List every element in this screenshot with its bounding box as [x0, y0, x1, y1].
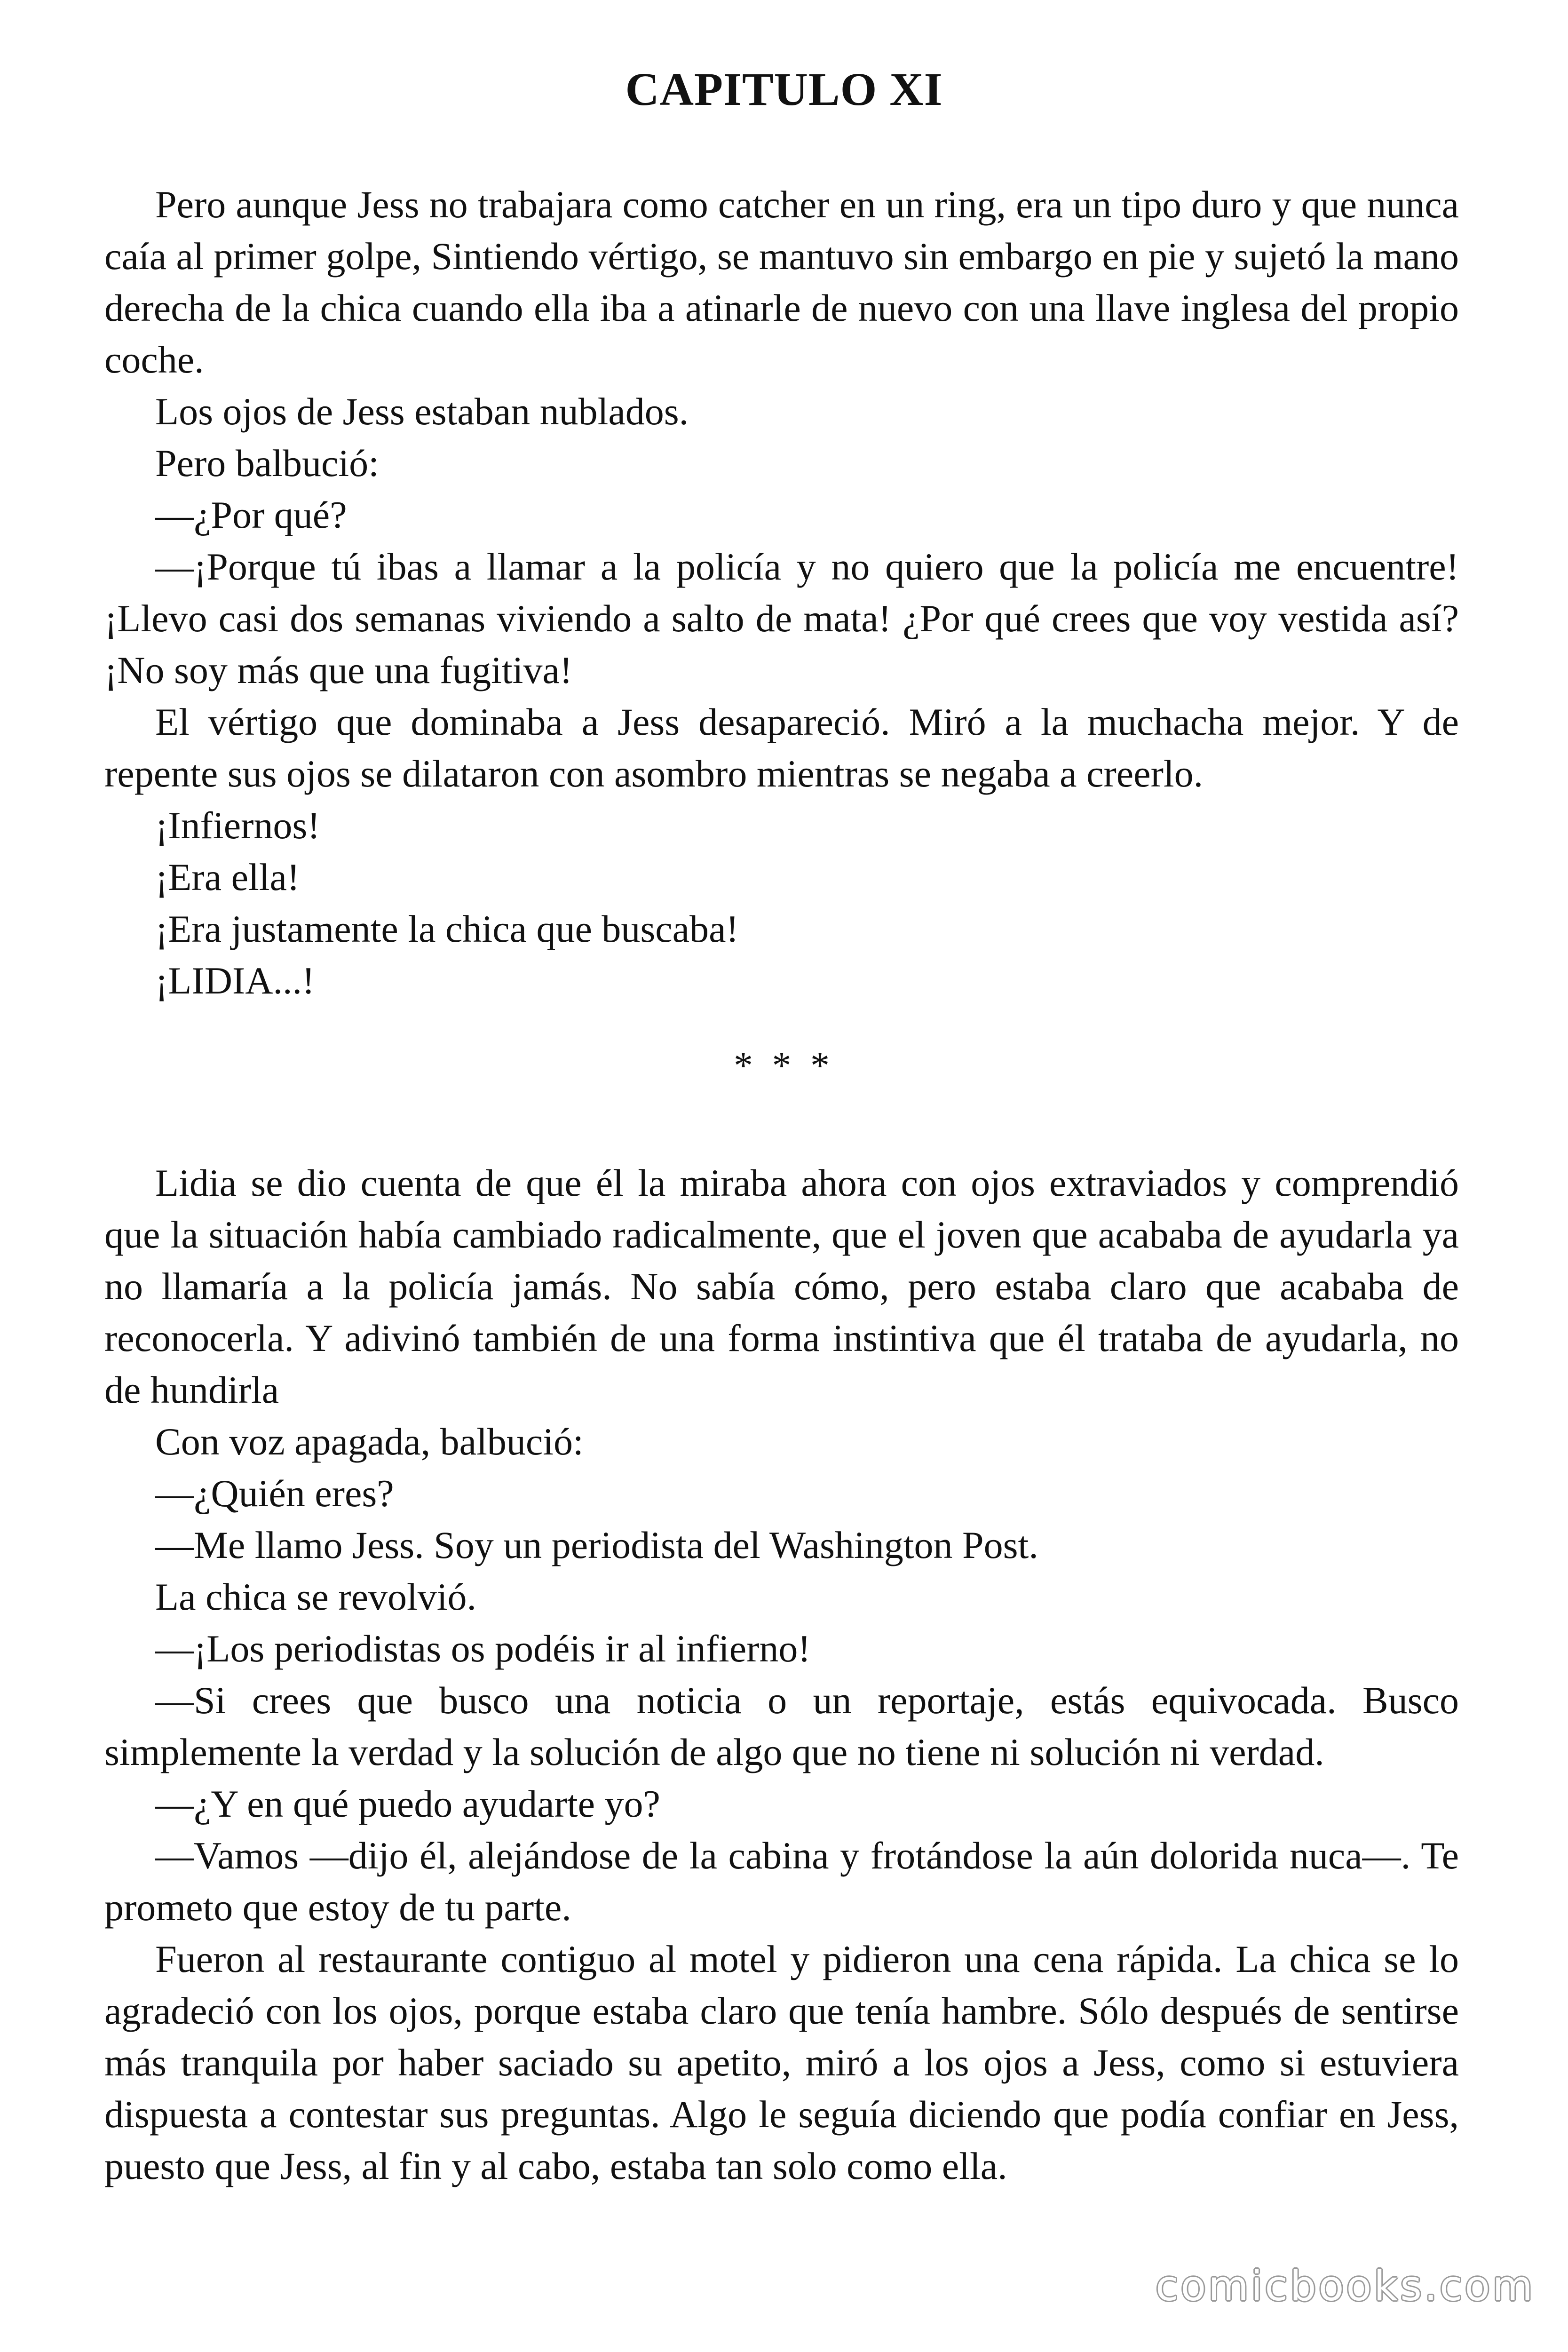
- dialogue-line: —¿Y en qué puedo ayudarte yo?: [155, 1782, 660, 1825]
- paragraph: Los ojos de Jess estaban nublados.: [155, 390, 689, 433]
- paragraph: ¡Era justamente la chica que buscaba!: [155, 907, 739, 950]
- paragraph: ¡Infiernos!: [155, 804, 320, 847]
- dialogue-line: —¡Los periodistas os podéis ir al infierno!: [155, 1627, 811, 1670]
- dialogue-line: —Me llamo Jess. Soy un periodista del Washington Post.: [155, 1524, 1038, 1566]
- dialogue-line: —¿Por qué?: [155, 493, 347, 536]
- dialogue-line: —¿Quién eres?: [155, 1472, 394, 1515]
- paragraph: ¡Era ella!: [155, 856, 300, 898]
- paragraph: Fueron al restaurante contiguo al motel y pidieron una cena rápida. La chica se lo agradeció con los ojos, porque estaba claro que tenía hambre. Sólo después de sentirse más tranquila por haber saciado su apetito, miró a los ojos a Jess, como si estuviera dispuesta a contestar sus preguntas. Algo le seguía diciendo que podía confiar en Jess, puesto que Jess, al fin y al cabo, estaba tan solo como ella.: [104, 1938, 1459, 2187]
- watermark: comicbooks.com: [1155, 2262, 1535, 2310]
- paragraph: Pero aunque Jess no trabajara como catcher en un ring, era un tipo duro y que nunca caía al primer golpe, Sintiendo vértigo, se mantuvo sin embargo en pie y sujetó la mano derecha de la chica cuando ella iba a atinarle de nuevo con una llave inglesa del propio coche.: [104, 183, 1459, 381]
- paragraph: Con voz apagada, balbució:: [155, 1420, 584, 1463]
- text-section-1: [104, 179, 1459, 1007]
- dialogue-line: —Vamos —dijo él, alejándose de la cabina y frotándose la aún dolorida nuca—. Te prometo que estoy de tu parte.: [104, 1834, 1459, 1929]
- paragraph: Pero balbució:: [155, 442, 379, 485]
- section-separator: * * *: [734, 1044, 834, 1087]
- dialogue-line: —¡Porque tú ibas a llamar a la policía y no quiero que la policía me encuentre! ¡Llevo casi dos semanas viviendo a salto de mata! ¿Por qué crees que voy vestida así? ¡No soy más que una fugitiva!: [104, 545, 1459, 691]
- chapter-title: CAPITULO XI: [625, 63, 943, 115]
- paragraph: ¡LIDIA...!: [155, 959, 315, 1002]
- dialogue-line: —Si crees que busco una noticia o un reportaje, estás equivocada. Busco simplemente la verdad y la solución de algo que no tiene ni solución ni verdad.: [104, 1679, 1459, 1773]
- text-section-2: [104, 1157, 1459, 2192]
- paragraph: Lidia se dio cuenta de que él la miraba ahora con ojos extraviados y comprendió que la situación había cambiado radicalmente, que el joven que acababa de ayudarla ya no llamaría a la policía jamás. No sabía cómo, pero estaba claro que acababa de reconocerla. Y adivinó también de una forma instintiva que él trataba de ayudarla, no de hundirla: [104, 1161, 1459, 1411]
- paragraph: La chica se revolvió.: [155, 1575, 477, 1618]
- paragraph: El vértigo que dominaba a Jess desapareció. Miró a la muchacha mejor. Y de repente sus ojos se dilataron con asombro mientras se negaba a creerlo.: [104, 700, 1459, 795]
